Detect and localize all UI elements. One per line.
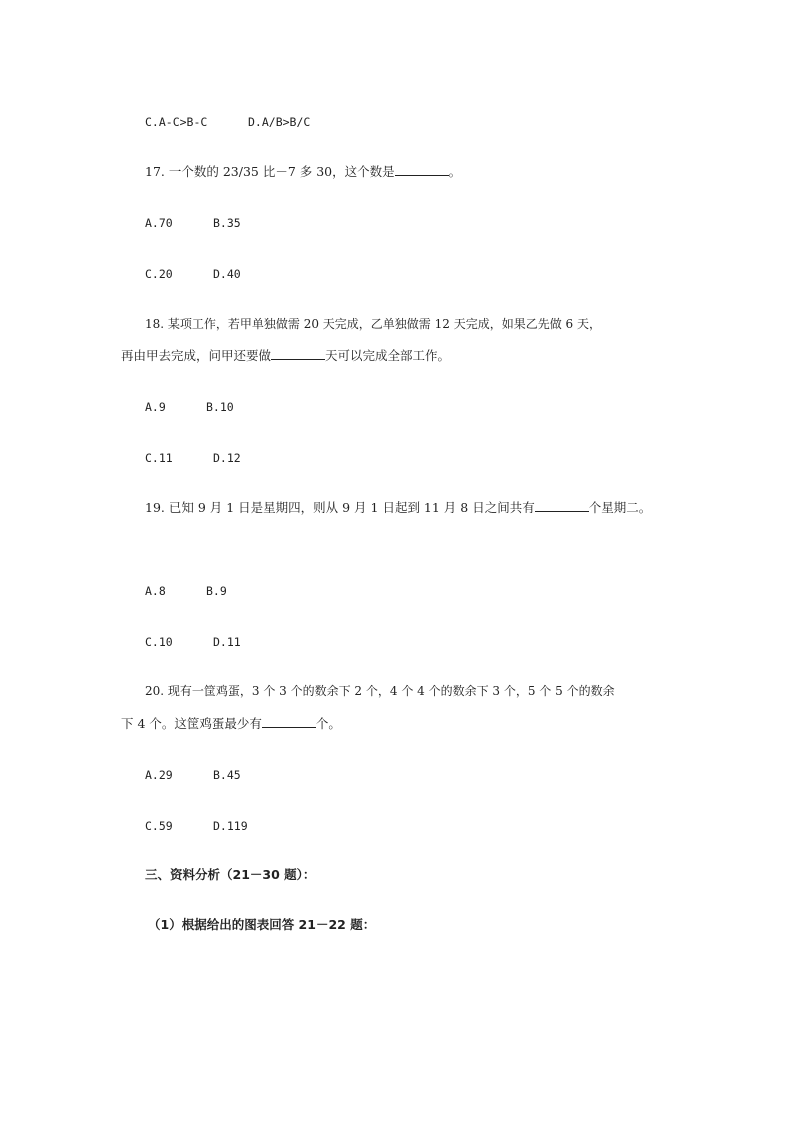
q19-option-b: B.9 xyxy=(206,584,227,598)
q20-answer-blank xyxy=(262,715,316,728)
q20-option-b: B.45 xyxy=(213,768,241,782)
q17-option-b: B.35 xyxy=(213,216,241,230)
q18-stem-line2 xyxy=(121,347,450,364)
q17-stem-text: 17. 一个数的 23/35 比－7 多 30，这个数是 xyxy=(145,164,395,179)
q18-answer-blank xyxy=(271,347,325,360)
q20-option-c: C.59 xyxy=(145,819,173,833)
q20-stem-text: 下 4 个。这筐鸡蛋最少有 xyxy=(121,716,262,731)
q19-stem-text: 19. 已知 9 月 1 日是星期四，则从 9 月 1 日起到 11 月 8 日之间共有 xyxy=(145,500,535,515)
q19-stem xyxy=(145,499,651,516)
q17-option-a: A.70 xyxy=(145,216,173,230)
q17-option-c: C.20 xyxy=(145,267,173,281)
q16-option-d: D.A/B>B/C xyxy=(248,115,311,129)
q18-option-d: D.12 xyxy=(213,451,241,465)
q18-stem-text: 再由甲去完成，问甲还要做 xyxy=(121,348,272,363)
q20-option-a: A.29 xyxy=(145,768,173,782)
q17-option-d: D.40 xyxy=(213,267,241,281)
q19-option-c: C.10 xyxy=(145,635,173,649)
q17-stem-end: 。 xyxy=(448,164,462,179)
q19-answer-blank xyxy=(535,499,589,512)
q17-stem xyxy=(145,163,461,180)
q19-option-a: A.8 xyxy=(145,584,166,598)
q18-stem-line1: 18. 某项工作，若甲单独做需 20 天完成，乙单独做需 12 天完成，如果乙先做 6 天， xyxy=(145,317,601,331)
section-heading: 三、资料分析（21－30 题）： xyxy=(145,867,316,882)
q20-stem-end: 个。 xyxy=(315,716,341,731)
q18-option-b: B.10 xyxy=(206,400,234,414)
q16-option-c: C.A-C>B-C xyxy=(145,115,208,129)
q19-stem-end: 个星期二。 xyxy=(588,500,652,515)
q18-option-a: A.9 xyxy=(145,400,166,414)
q20-stem-line1: 20. 现有一筐鸡蛋，3 个 3 个的数余下 2 个，4 个 4 个的数余下 3 个，5 个 5 个的数余 xyxy=(145,684,615,698)
section-subheading: （1）根据给出的图表回答 21－22 题： xyxy=(148,917,376,932)
q20-stem-line2 xyxy=(121,715,341,732)
q17-answer-blank xyxy=(395,163,449,176)
q18-stem-end: 天可以完成全部工作。 xyxy=(325,348,451,363)
q19-option-d: D.11 xyxy=(213,635,241,649)
q20-option-d: D.119 xyxy=(213,819,248,833)
q18-option-c: C.11 xyxy=(145,451,173,465)
